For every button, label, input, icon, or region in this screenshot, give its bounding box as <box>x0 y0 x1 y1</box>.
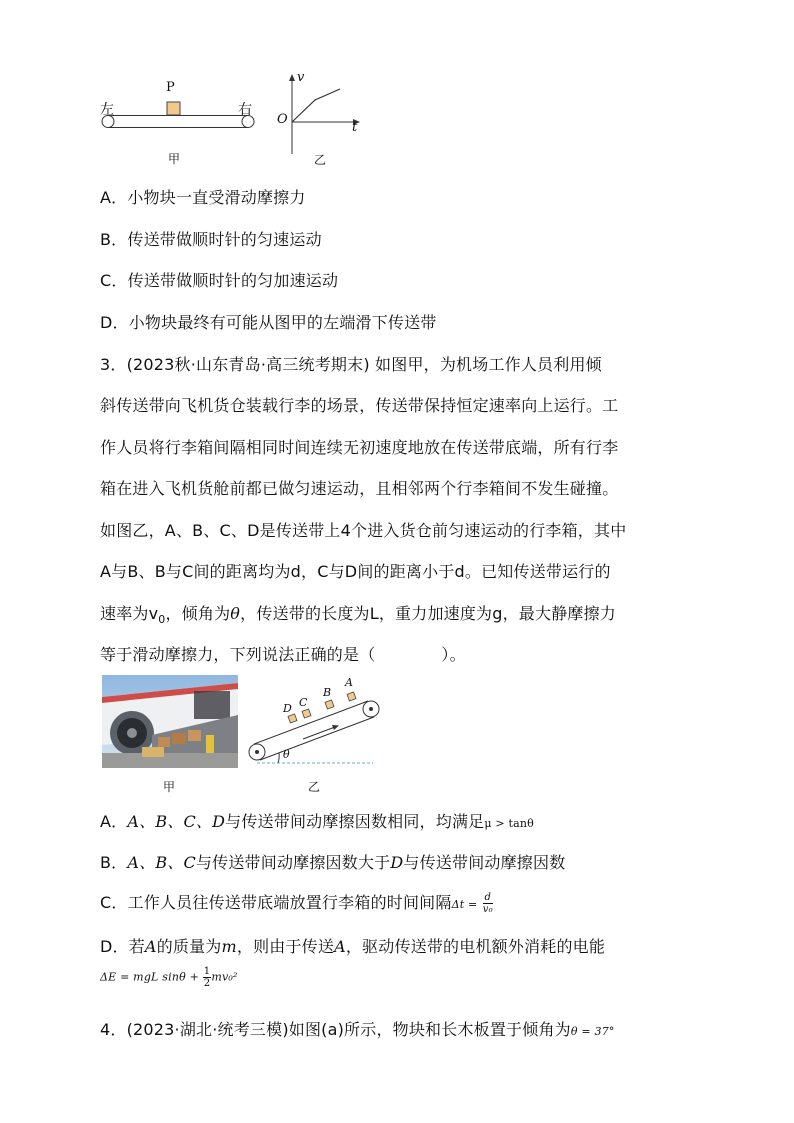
figure-vt-graph <box>272 70 368 168</box>
luggage-label-c: C <box>299 696 308 709</box>
vt-axis-v-label: v <box>297 70 305 85</box>
figure-belt-top <box>96 78 266 168</box>
q3-option-d: D．若A的质量为m，则由于传送A，驱动传送带的电机额外消耗的电能 <box>100 937 606 956</box>
q2-option-b: B．传送带做顺时针的匀速运动 <box>100 230 322 249</box>
q2-option-a: A．小物块一直受滑动摩擦力 <box>100 188 306 207</box>
block-p <box>167 102 180 115</box>
q3-stem-line-5: 如图乙，A、B、C、D是传送带上4个进入货仓前匀速运动的行李箱，其中 <box>100 521 627 540</box>
figure-inclined-belt <box>243 672 383 772</box>
q3-stem-line-3: 作人员将行李箱间隔相同时间连续无初速度地放在传送带底端，所有行李 <box>100 438 619 457</box>
q4-stem-line-1: 4．(2023·湖北·统考三模)如图(a)所示，物块和长木板置于倾角为θ = 37° <box>100 1020 615 1039</box>
belt-right-label: 右 <box>238 102 252 118</box>
q3-stem-line-6: A与B、B与C间的距离均为d，C与D间的距离小于d。已知传送带运行的 <box>100 562 611 581</box>
inclined-belt-drawing <box>243 672 383 772</box>
q3-option-b: B．A、B、C与传送带间动摩擦因数大于D与传送带间动摩擦因数 <box>100 853 566 872</box>
photo-caption-jia: 甲 <box>163 780 176 794</box>
conveyor-belt-drawing <box>96 78 266 168</box>
fraction-one-half: $\frac{1}{2}$ <box>203 966 211 989</box>
q3-option-a: A．A、B、C、D与传送带间动摩擦因数相同，均满足μ > tanθ <box>100 812 535 831</box>
incline-angle-label: θ <box>283 748 290 761</box>
diagram-caption-yi: 乙 <box>308 780 321 794</box>
vt-curve <box>292 89 340 122</box>
q3-stem-line-8: 等于滑动摩擦力，下列说法正确的是（ ）。 <box>100 645 466 664</box>
vt-origin-label: O <box>277 112 288 127</box>
airport-photo-illustration <box>102 675 238 768</box>
luggage-label-b: B <box>323 686 332 699</box>
figure-caption-jia: 甲 <box>168 152 181 166</box>
q2-option-d: D．小物块最终有可能从图甲的左端滑下传送带 <box>100 313 437 332</box>
q3-option-d-formula: ΔE = mgL sinθ + $\frac{1}{2}$ mv₀² <box>100 966 238 989</box>
left-pulley <box>102 116 114 128</box>
luggage-label-a: A <box>345 676 353 689</box>
q3-stem-line-2: 斜传送带向飞机货仓装载行李的场景，传送带保持恒定速率向上运行。工 <box>100 396 619 415</box>
belt-left-label: 左 <box>100 102 114 118</box>
fraction-d-over-v0: $\frac{d}{\text{v₀}}$ <box>482 892 493 915</box>
luggage-label-d: D <box>283 702 292 715</box>
airport-loading-photo <box>102 675 238 768</box>
q3-stem-line-4: 箱在进入飞机货舱前都已做匀速运动，且相邻两个行李箱间不发生碰撞。 <box>100 479 619 498</box>
q3-option-c: C．工作人员往传送带底端放置行李箱的时间间隔Δt = $\frac{d}{\text{v₀}}$ <box>100 892 493 915</box>
vt-axis-t-label: t <box>352 120 358 135</box>
q3-stem-line-1: 3．(2023秋·山东青岛·高三统考期末) 如图甲，为机场工作人员利用倾 <box>100 355 602 374</box>
figure-caption-yi: 乙 <box>314 153 327 167</box>
right-pulley <box>242 116 254 128</box>
block-p-label: P <box>166 80 175 95</box>
q3-stem-line-7: 速率为$v_0$，倾角为θ，传送带的长度为L，重力加速度为g，最大静摩擦力 <box>100 604 617 627</box>
q2-option-c: C．传送带做顺时针的匀加速运动 <box>100 271 339 290</box>
